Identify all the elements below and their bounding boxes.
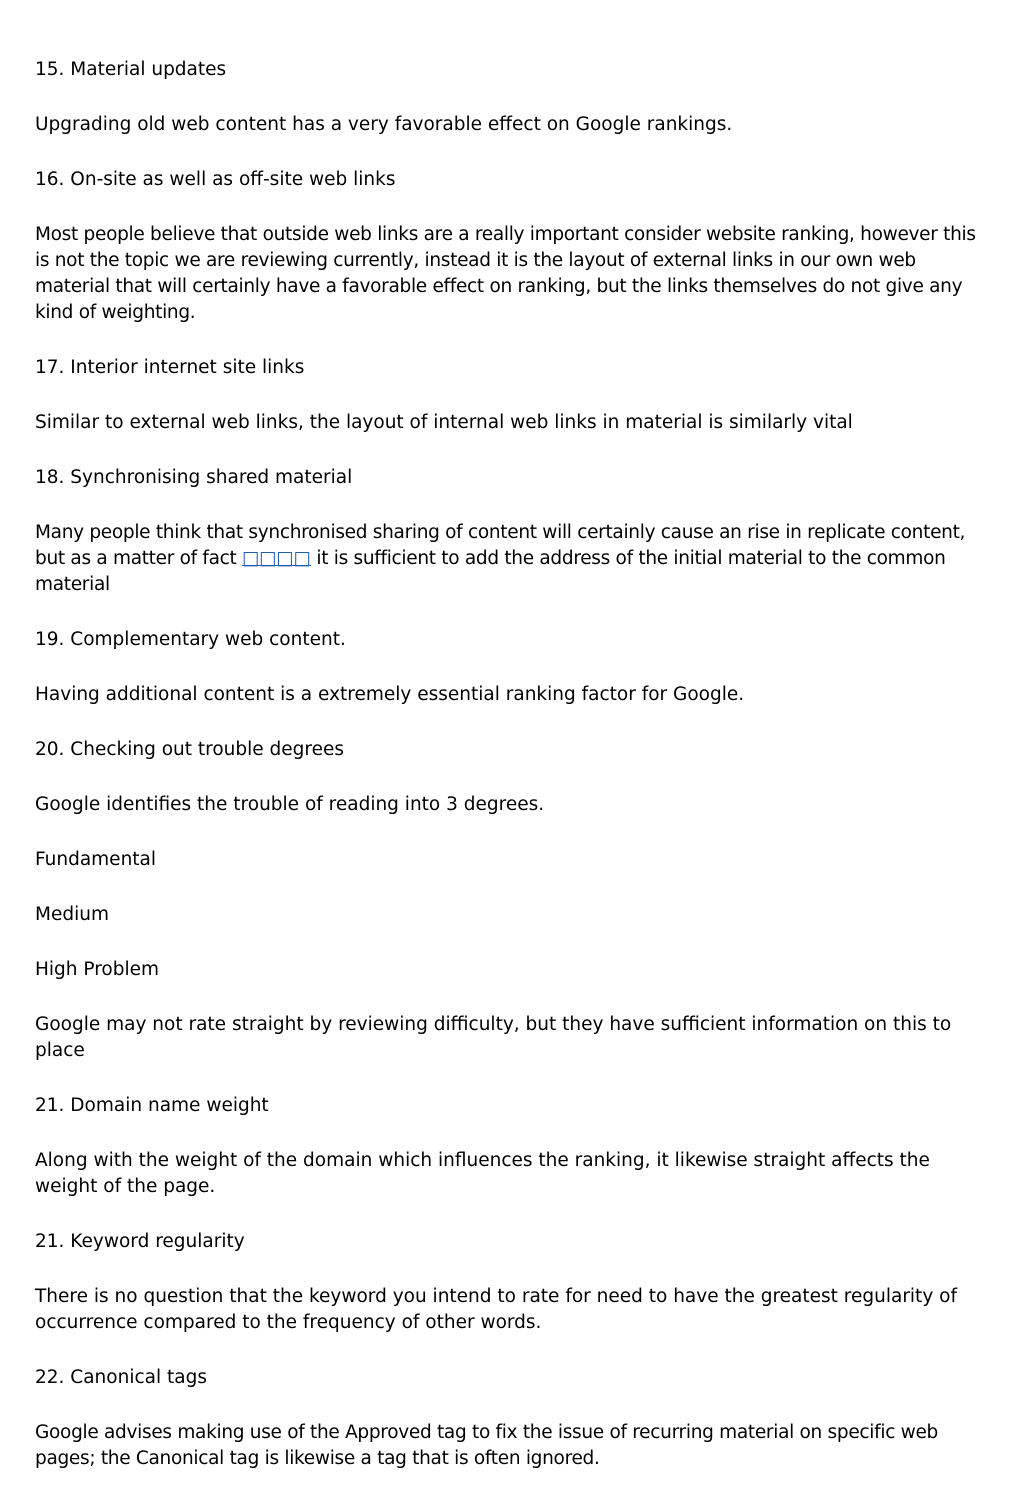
paragraph-text-before-link: Many people think that synchronised sharing of content will certainly cause an rise in replicate content, but as a matter of fact (35, 522, 966, 569)
paragraph-difficulty-ranking: Google may not rate straight by reviewing difficulty, but they have sufficient information on this to place (35, 1014, 952, 1061)
level-high-problem: High Problem (35, 959, 160, 980)
paragraph-material-updates: Upgrading old web content has a very favorable effect on Google rankings. (35, 114, 733, 135)
paragraph-text-after-link: it is sufficient to add the address of the initial material to the common material (35, 548, 946, 595)
heading-on-off-site-links: 16. On-site as well as off-site web links (35, 169, 396, 190)
heading-complementary-content: 19. Complementary web content. (35, 629, 346, 650)
paragraph-on-off-site-links: Most people believe that outside web links are a really important consider website ranking, however this is not the topic we are reviewing currently, instead it is the layout of external links in our own web material that will certainly have a favorable effect on ranking, but the links themselves do not give any kind of weighting. (35, 224, 976, 323)
paragraph-complementary-content: Having additional content is a extremely essential ranking factor for Google. (35, 684, 745, 705)
paragraph-keyword-regularity: There is no question that the keyword you intend to rate for need to have the greatest regularity of occurrence compared to the frequency of other words. (35, 1286, 957, 1333)
paragraph-reading-difficulty: Google identifies the trouble of reading into 3 degrees. (35, 794, 545, 815)
heading-interior-links: 17. Interior internet site links (35, 357, 305, 378)
heading-keyword-regularity: 21. Keyword regularity (35, 1231, 245, 1252)
inline-link[interactable]: □□□□ (242, 548, 311, 569)
level-fundamental: Fundamental (35, 849, 157, 870)
heading-canonical-tags: 22. Canonical tags (35, 1367, 207, 1388)
document-body (35, 57, 995, 1501)
heading-domain-weight: 21. Domain name weight (35, 1095, 269, 1116)
paragraph-domain-weight: Along with the weight of the domain which influences the ranking, it likewise straight affects the weight of the page. (35, 1150, 930, 1197)
heading-material-updates: 15. Material updates (35, 59, 227, 80)
paragraph-synchronising-shared-material (35, 520, 995, 598)
paragraph-canonical-tags: Google advises making use of the Approved tag to fix the issue of recurring material on specific web pages; the Canonical tag is likewise a tag that is often ignored. (35, 1422, 938, 1469)
heading-reading-difficulty: 20. Checking out trouble degrees (35, 739, 344, 760)
paragraph-interior-links: Similar to external web links, the layout of internal web links in material is similarly vital (35, 412, 853, 433)
heading-synchronising-shared-material: 18. Synchronising shared material (35, 467, 353, 488)
level-medium: Medium (35, 904, 109, 925)
